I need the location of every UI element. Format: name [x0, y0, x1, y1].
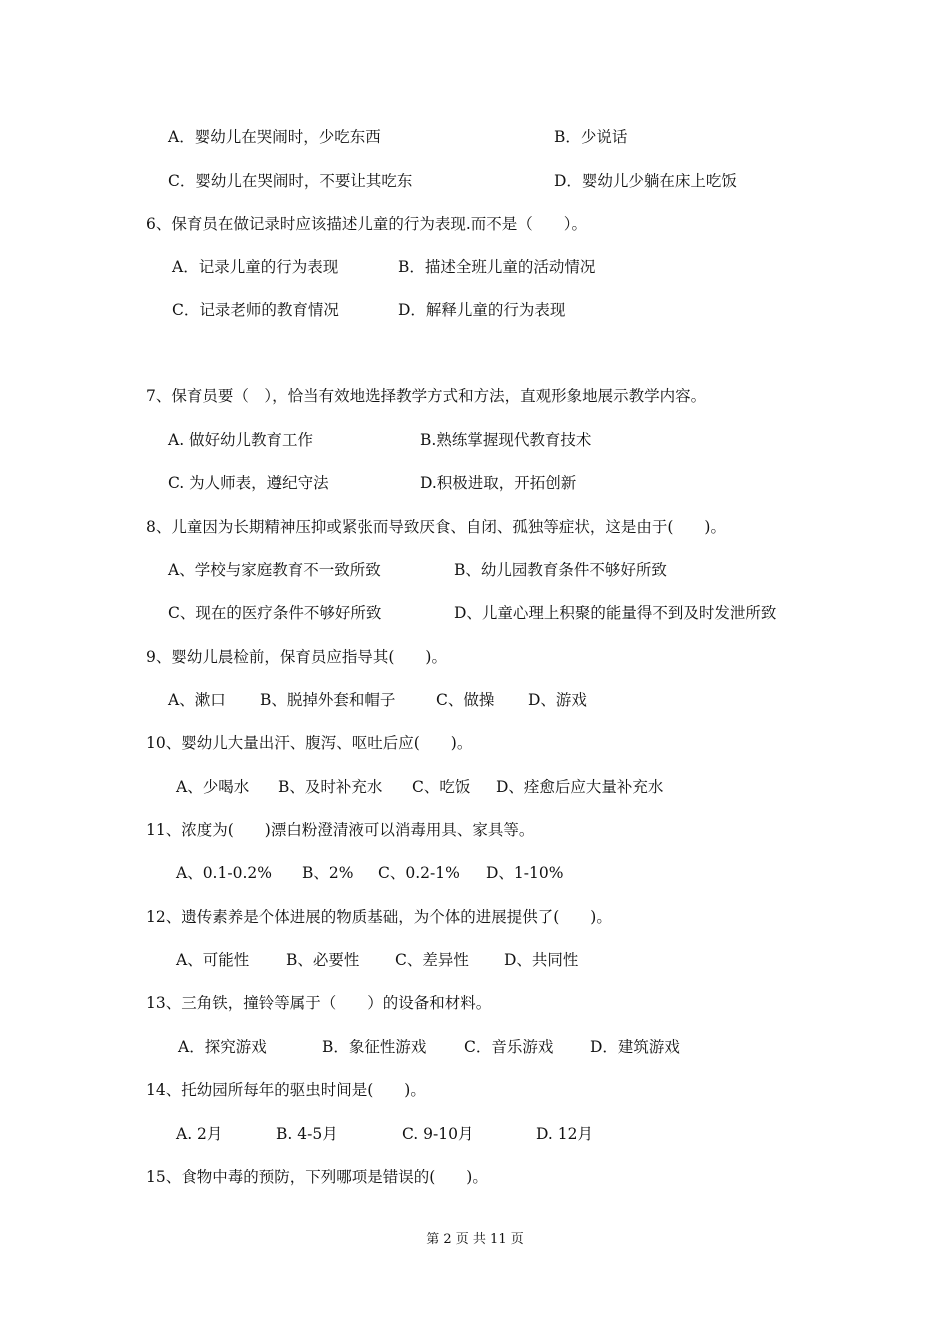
- question-7-stem: 7、保育员要（ ），恰当有效地选择教学方式和方法，直观形象地展示教学内容。: [146, 387, 707, 405]
- prev-option-c: C．婴幼儿在哭闹时，不要让其吃东: [168, 172, 413, 190]
- question-12-option-b: B、必要性: [286, 951, 360, 969]
- question-9-stem: 9、婴幼儿晨检前，保育员应指导其( )。: [146, 648, 447, 666]
- question-13-option-c: C．音乐游戏: [464, 1038, 554, 1056]
- question-11-option-a: A、0.1-0.2%: [176, 864, 272, 882]
- question-10-option-b: B、及时补充水: [278, 778, 383, 796]
- question-13-option-b: B．象征性游戏: [322, 1038, 427, 1056]
- question-6-option-c: C．记录老师的教育情况: [172, 301, 339, 319]
- question-13-option-d: D．建筑游戏: [590, 1038, 680, 1056]
- question-13-stem: 13、三角铁，撞铃等属于（ ）的设备和材料。: [146, 994, 492, 1012]
- question-10-option-a: A、少喝水: [176, 778, 250, 796]
- question-9-option-d: D、游戏: [528, 691, 587, 709]
- question-15-stem: 15、食物中毒的预防，下列哪项是错误的( )。: [146, 1168, 488, 1186]
- question-6-option-b: B．描述全班儿童的活动情况: [398, 258, 596, 276]
- question-12-option-d: D、共同性: [504, 951, 579, 969]
- question-7-option-a: A. 做好幼儿教育工作: [168, 431, 314, 449]
- question-6-option-d: D．解释儿童的行为表现: [398, 301, 566, 319]
- question-8-option-c: C、现在的医疗条件不够好所致: [168, 604, 382, 622]
- question-11-option-d: D、1-10%: [486, 864, 564, 882]
- question-10-option-d: D、痊愈后应大量补充水: [496, 778, 664, 796]
- question-14-stem: 14、托幼园所每年的驱虫时间是( )。: [146, 1081, 426, 1099]
- question-12-option-c: C、差异性: [395, 951, 469, 969]
- page-footer: 第 2 页 共 11 页: [426, 1232, 524, 1247]
- question-14-option-a: A. 2月: [176, 1125, 223, 1143]
- prev-option-b: B．少说话: [554, 128, 628, 146]
- question-10-stem: 10、婴幼儿大量出汗、腹泻、呕吐后应( )。: [146, 734, 473, 752]
- question-11-stem: 11、浓度为( )漂白粉澄清液可以消毒用具、家具等。: [146, 821, 535, 839]
- question-14-option-b: B. 4-5月: [276, 1125, 338, 1143]
- question-6-stem: 6、保育员在做记录时应该描述儿童的行为表现.而不是（ ）。: [146, 215, 588, 233]
- question-11-option-b: B、2%: [302, 864, 354, 882]
- question-7-option-b: B.熟练掌握现代教育技术: [420, 431, 592, 449]
- question-9-option-c: C、做操: [436, 691, 495, 709]
- question-8-option-b: B、幼儿园教育条件不够好所致: [454, 561, 667, 579]
- question-8-option-a: A、学校与家庭教育不一致所致: [168, 561, 381, 579]
- question-7-option-d: D.积极进取，开拓创新: [420, 474, 577, 492]
- question-8-option-d: D、儿童心理上积聚的能量得不到及时发泄所致: [454, 604, 777, 622]
- question-14-option-d: D. 12月: [536, 1125, 593, 1143]
- question-11-option-c: C、0.2-1%: [378, 864, 460, 882]
- question-12-option-a: A、可能性: [176, 951, 250, 969]
- question-8-stem: 8、儿童因为长期精神压抑或紧张而导致厌食、自闭、孤独等症状，这是由于( )。: [146, 518, 726, 536]
- question-7-option-c: C. 为人师表，遵纪守法: [168, 474, 329, 492]
- question-6-option-a: A．记录儿童的行为表现: [172, 258, 339, 276]
- prev-option-d: D．婴幼儿少躺在床上吃饭: [554, 172, 737, 190]
- question-10-option-c: C、吃饭: [412, 778, 471, 796]
- question-14-option-c: C. 9-10月: [402, 1125, 474, 1143]
- question-9-option-b: B、脱掉外套和帽子: [260, 691, 396, 709]
- question-9-option-a: A、漱口: [168, 691, 226, 709]
- prev-option-a: A．婴幼儿在哭闹时，少吃东西: [168, 128, 381, 146]
- question-12-stem: 12、遗传素养是个体进展的物质基础，为个体的进展提供了( )。: [146, 908, 612, 926]
- question-13-option-a: A．探究游戏: [178, 1038, 267, 1056]
